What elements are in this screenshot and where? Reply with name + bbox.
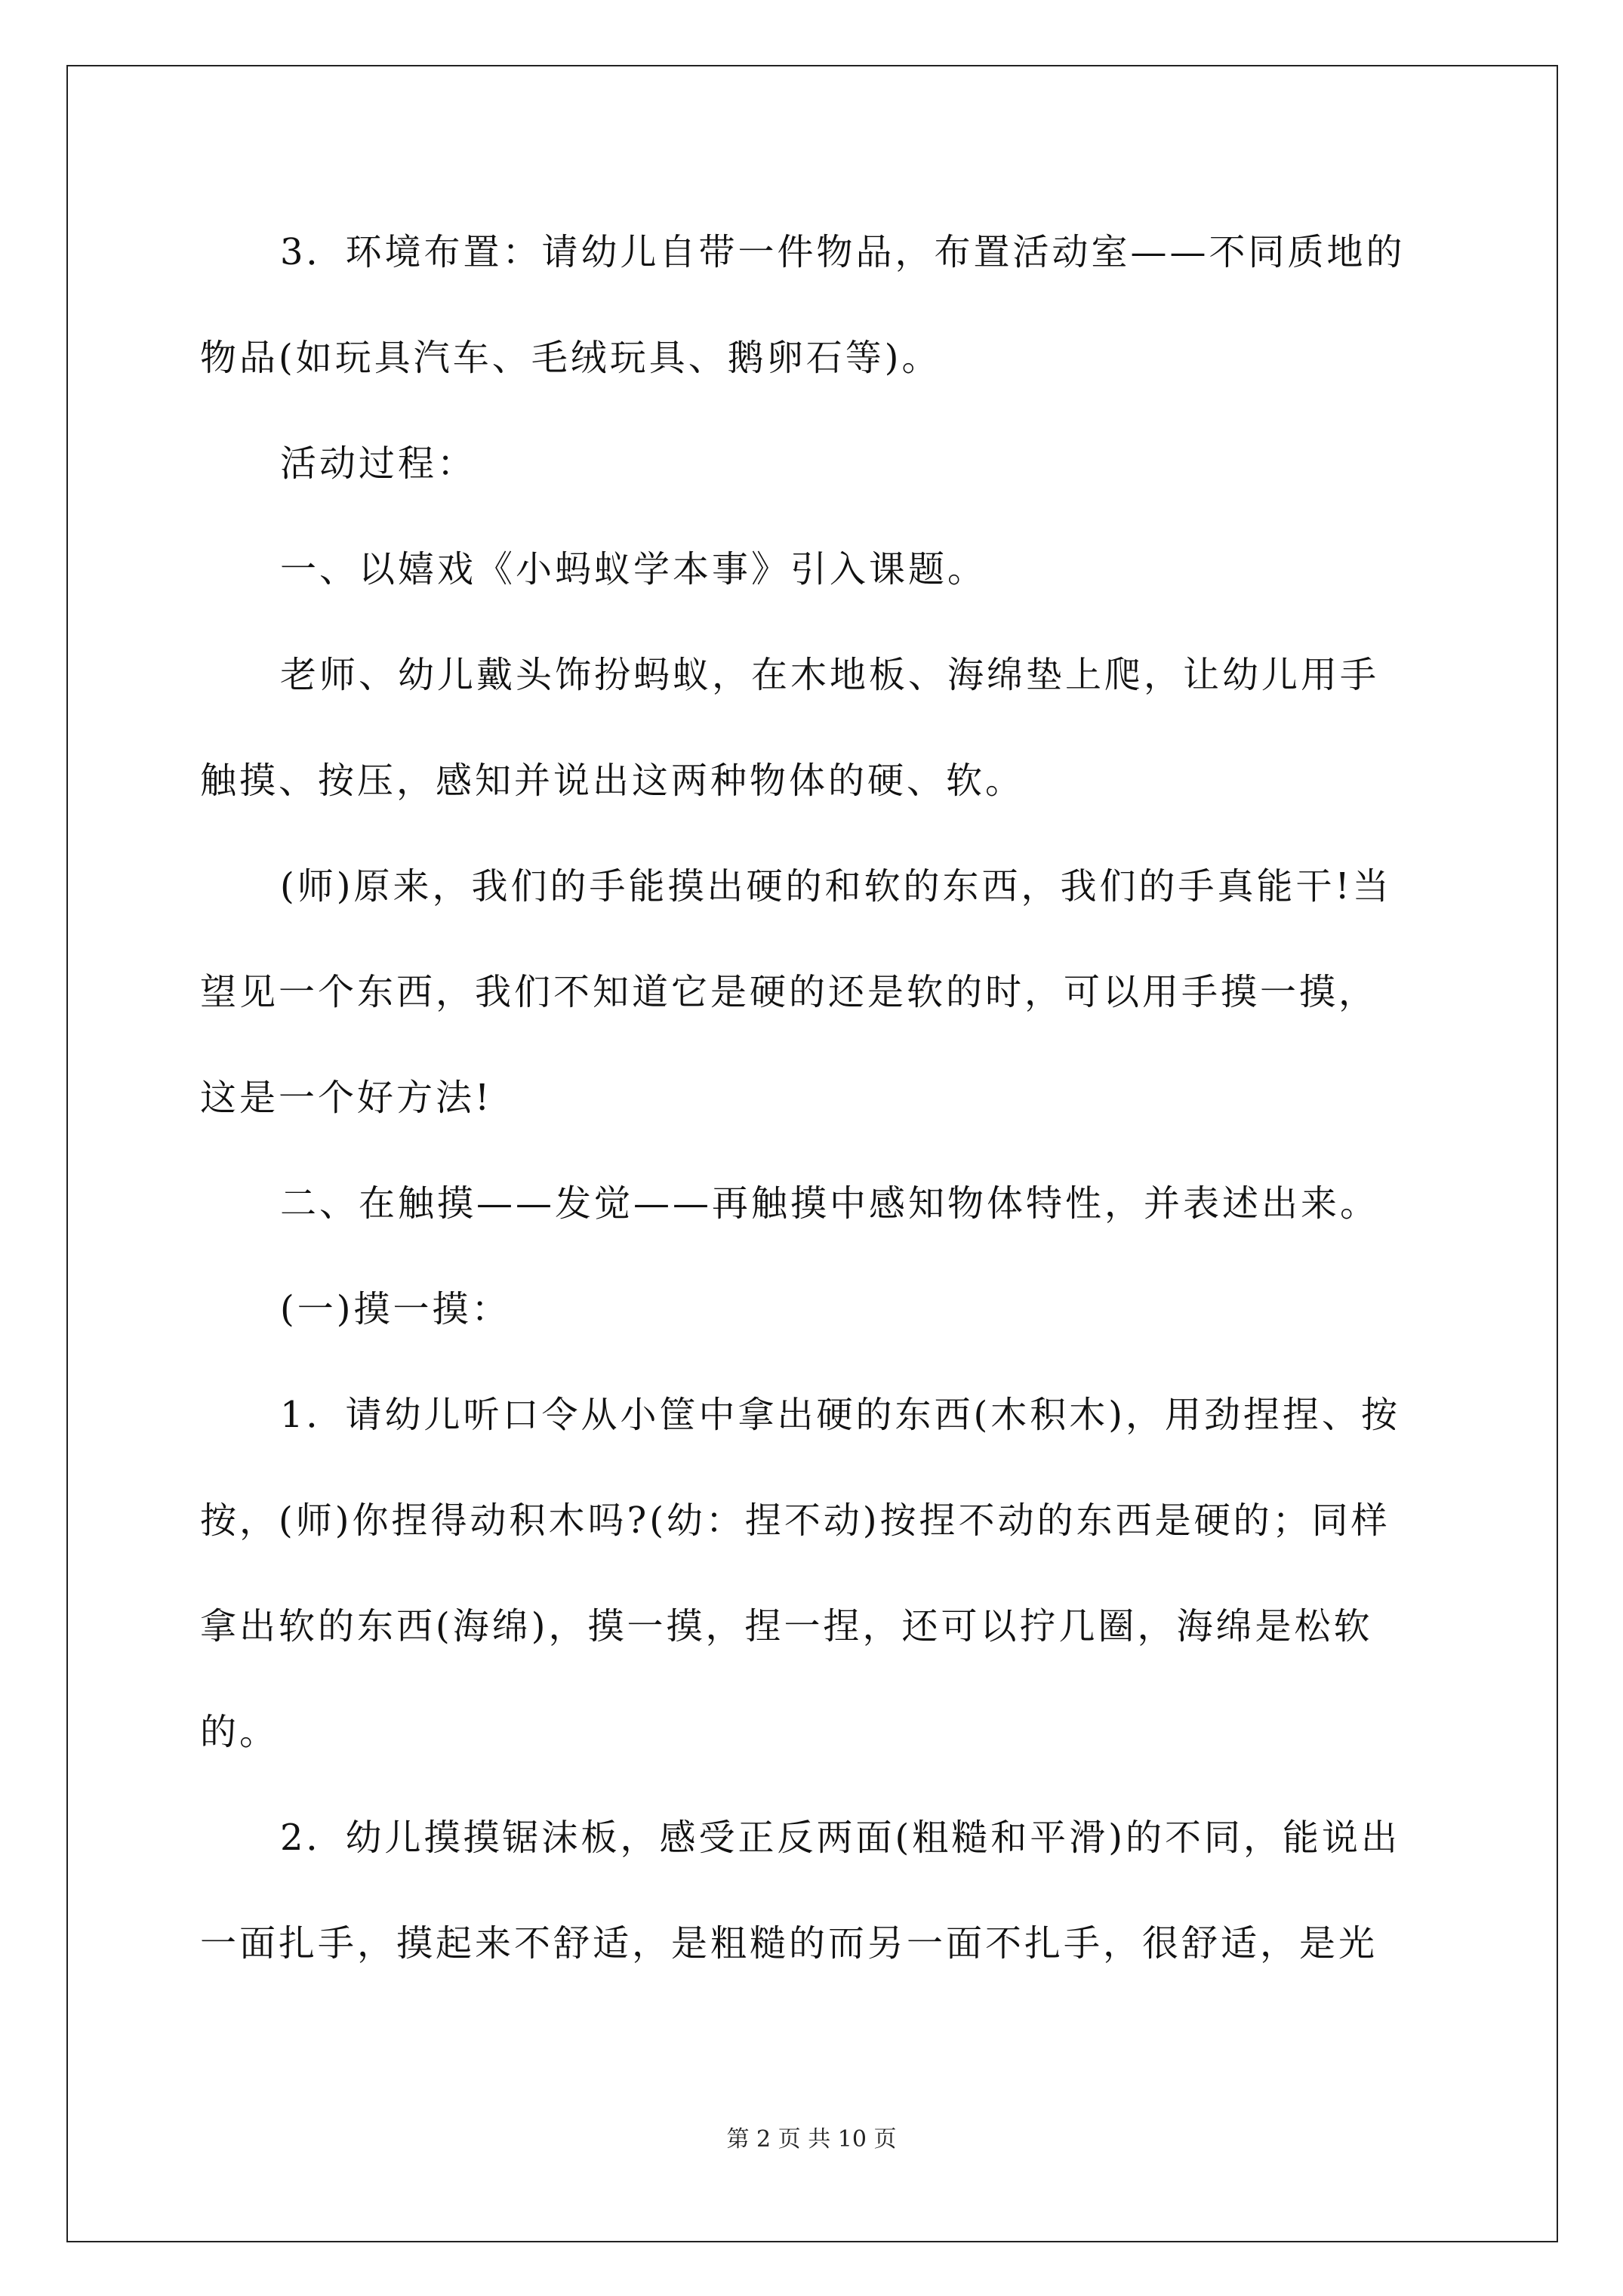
text-line: 1．请幼儿听口令从小筐中拿出硬的东西(木积木)，用劲捏捏、按	[280, 1394, 1400, 1436]
text-line: 老师、幼儿戴头饰扮蚂蚁，在木地板、海绵垫上爬，让幼儿用手	[280, 654, 1380, 696]
text-line: (师)原来，我们的手能摸出硬的和软的东西，我们的手真能干!当	[280, 865, 1392, 908]
text-line: 的。	[200, 1711, 279, 1753]
text-line: 这是一个好方法!	[200, 1077, 493, 1119]
text-line: 一、以嬉戏《小蚂蚁学本事》引入课题。	[280, 548, 987, 590]
text-line: 活动过程：	[280, 442, 477, 485]
text-line: 拿出软的东西(海绵)，摸一摸，捏一捏，还可以拧几圈，海绵是松软	[200, 1605, 1373, 1647]
page-border	[66, 65, 1558, 2242]
text-line: 2．幼儿摸摸锯沫板，感受正反两面(粗糙和平滑)的不同，能说出	[280, 1817, 1400, 1859]
text-line: 物品(如玩具汽车、毛绒玩具、鹅卵石等)。	[200, 337, 941, 379]
text-line: (一)摸一摸：	[280, 1288, 511, 1330]
text-line: 二、在触摸——发觉——再触摸中感知物体特性，并表述出来。	[280, 1182, 1380, 1225]
page-number-footer: 第 2 页 共 10 页	[726, 2126, 897, 2153]
text-line: 望见一个东西，我们不知道它是硬的还是软的时，可以用手摸一摸，	[200, 971, 1378, 1013]
text-line: 触摸、按压，感知并说出这两种物体的硬、软。	[200, 760, 1025, 802]
text-line: 按，(师)你捏得动积木吗?(幼：捏不动)按捏不动的东西是硬的；同样	[200, 1499, 1390, 1542]
text-line: 3．环境布置：请幼儿自带一件物品，布置活动室——不同质地的	[280, 231, 1406, 273]
text-line: 一面扎手，摸起来不舒适，是粗糙的而另一面不扎手，很舒适，是光	[200, 1922, 1378, 1965]
